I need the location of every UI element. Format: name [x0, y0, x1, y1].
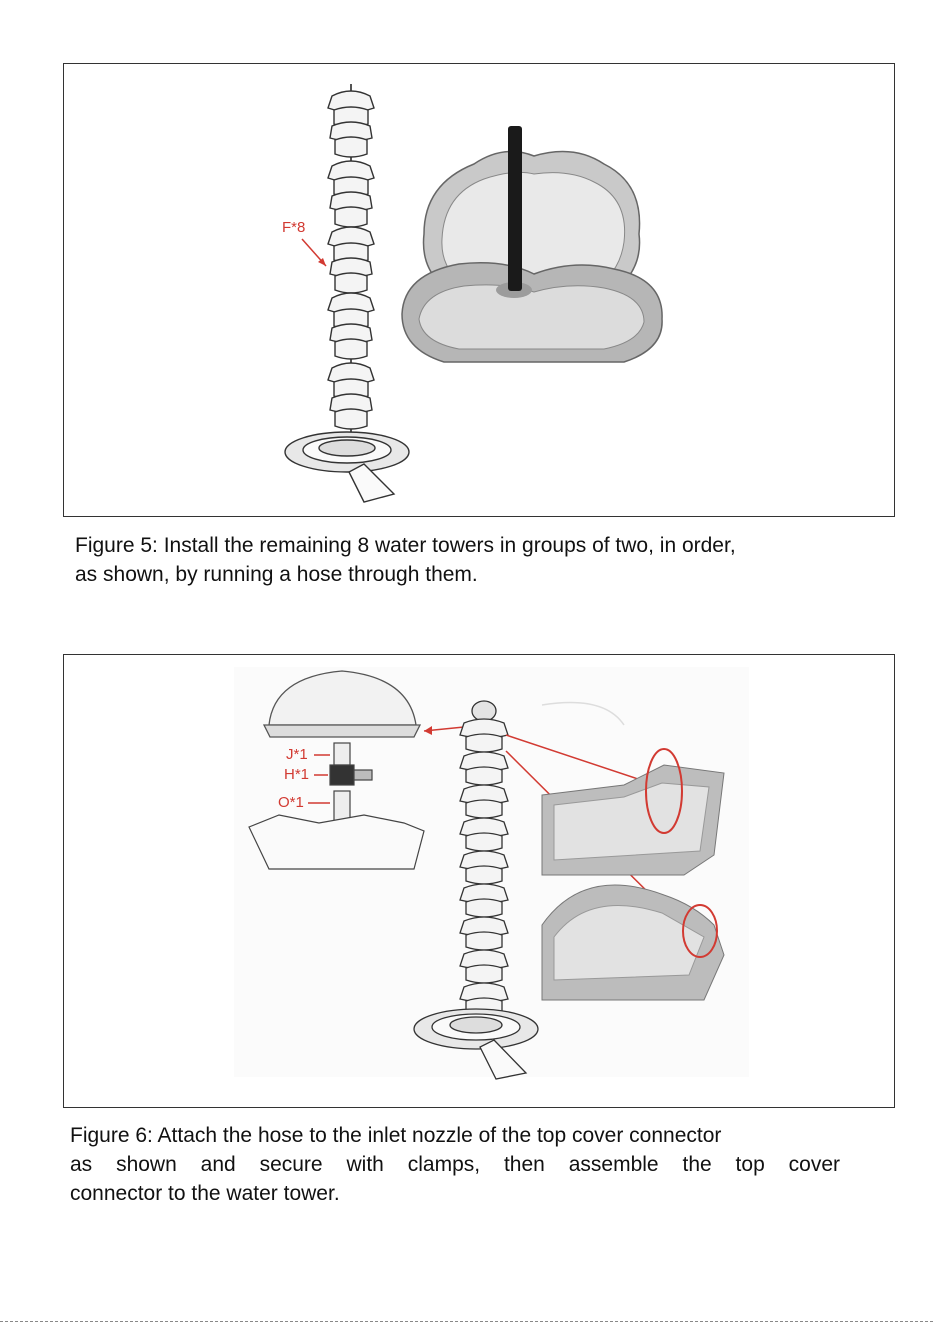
caption-line: as shown and secure with clamps, then assemble the top cover	[70, 1153, 840, 1176]
caption-line: as shown, by running a hose through them.	[75, 563, 478, 586]
tower-detail-closeup	[402, 126, 662, 362]
figure-5-caption	[75, 531, 865, 589]
tower-stack-figure-5	[285, 84, 409, 502]
caption-line: connector to the water tower.	[70, 1182, 340, 1205]
figure-5-frame	[63, 63, 895, 517]
hose-detail	[508, 126, 522, 291]
figure-6-illustration	[64, 655, 896, 1109]
caption-line: Figure 5: Install the remaining 8 water towers in groups of two, in order,	[75, 534, 736, 557]
label-j1: J*1	[286, 746, 308, 763]
figure-6-frame	[63, 654, 895, 1108]
label-f8: F*8	[282, 219, 306, 236]
page-bottom-rule	[0, 1321, 933, 1322]
caption-line: Figure 6: Attach the hose to the inlet nozzle of the top cover connector	[70, 1124, 722, 1147]
figure-6-caption	[70, 1121, 840, 1208]
figure-5-illustration	[64, 64, 896, 518]
label-h1: H*1	[284, 766, 310, 783]
label-o1: O*1	[278, 794, 304, 811]
